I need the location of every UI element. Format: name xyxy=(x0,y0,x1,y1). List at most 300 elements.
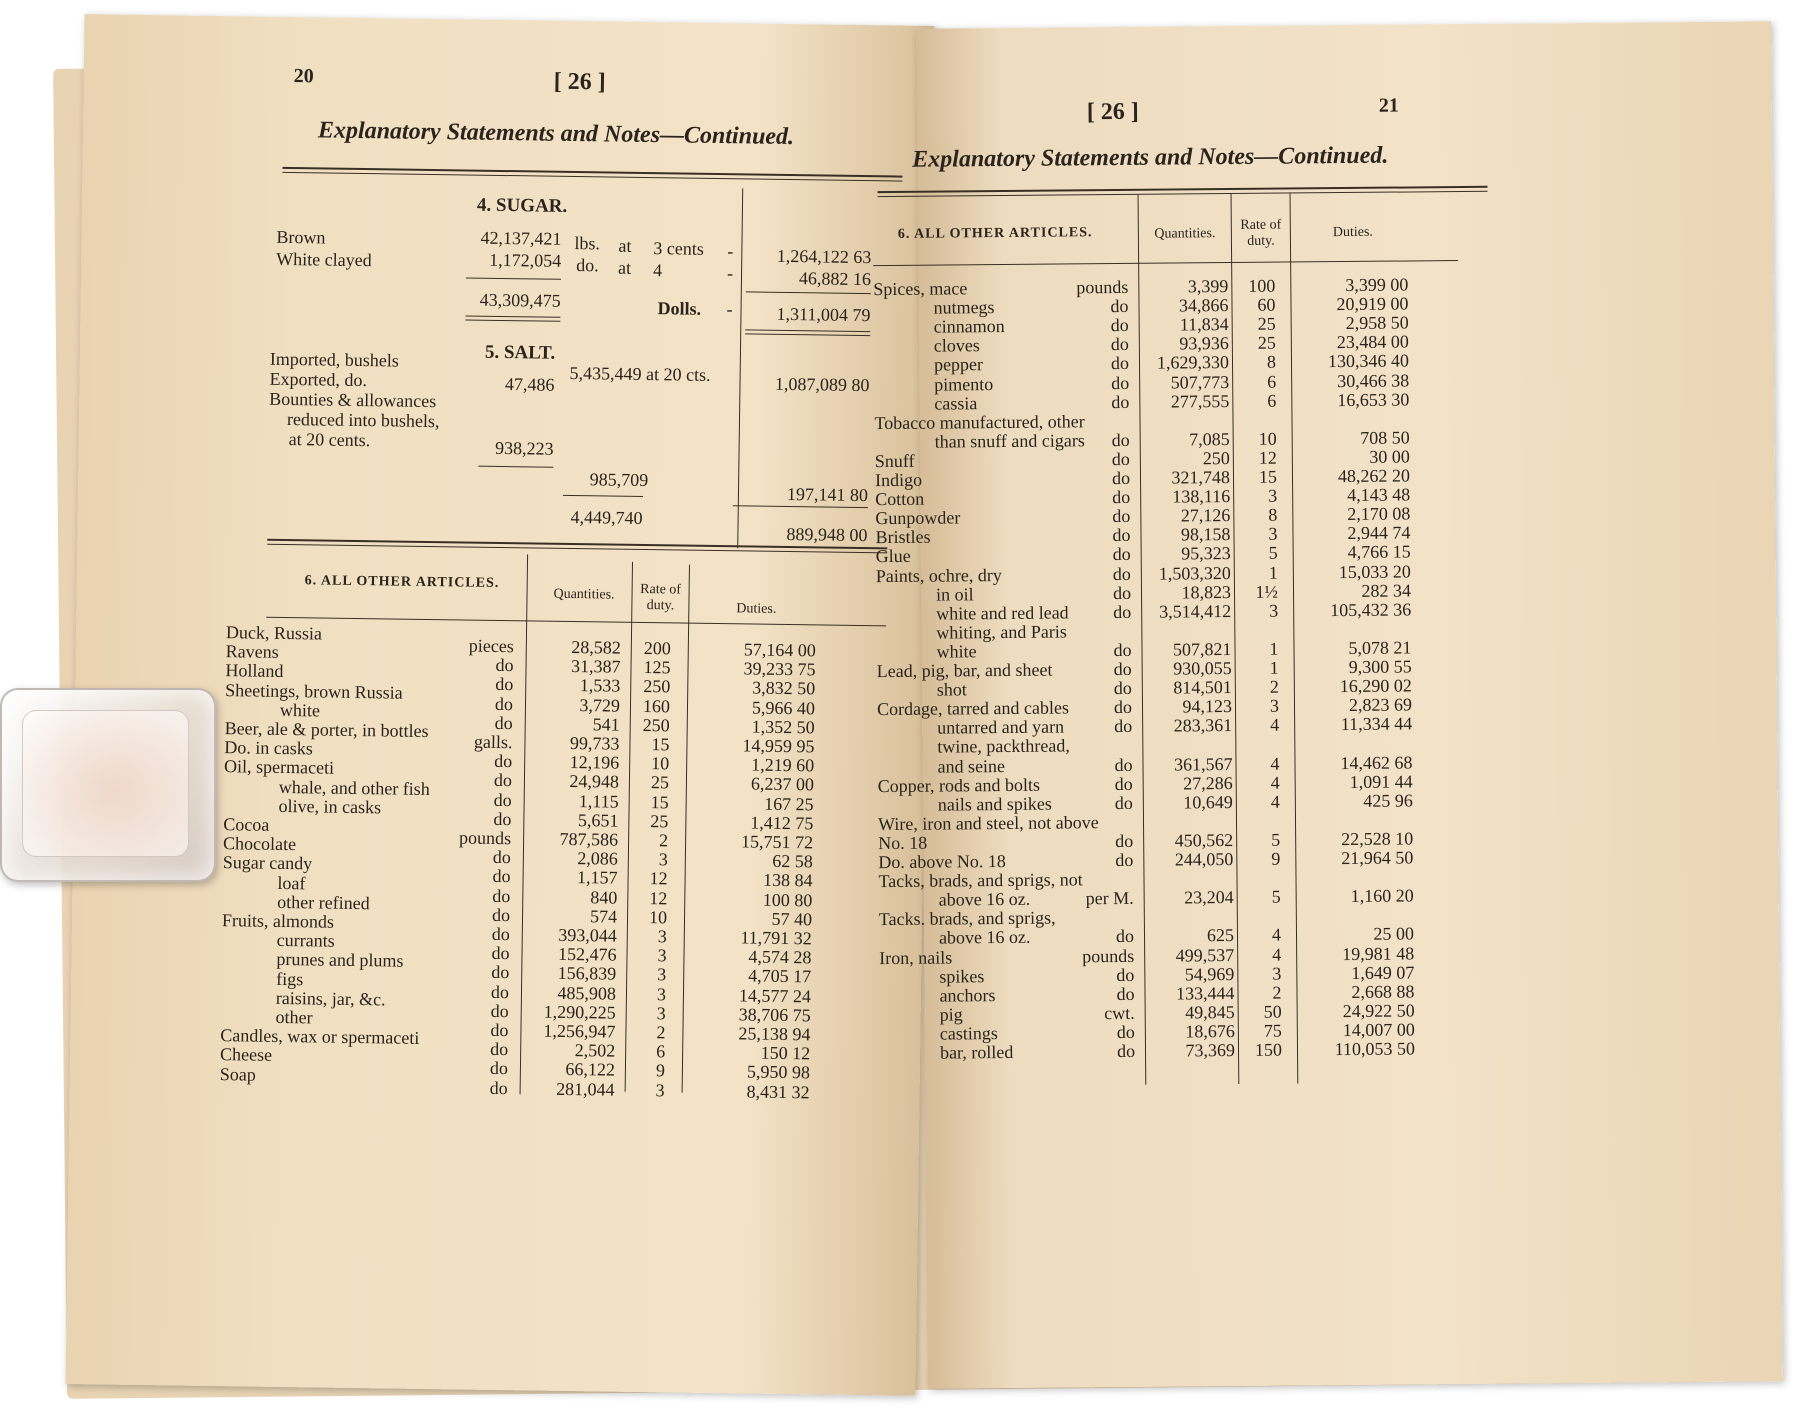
row-quantity: 574 xyxy=(589,906,618,927)
rule xyxy=(563,495,643,497)
right-page-number: 21 xyxy=(1378,94,1399,117)
rule xyxy=(746,291,871,294)
row-rate: 3 xyxy=(656,983,667,1004)
row-quantity: 54,969 xyxy=(1184,963,1235,985)
row-rate: 25 xyxy=(650,810,669,832)
row-unit: do xyxy=(1115,926,1135,947)
row-label: shot xyxy=(936,679,967,700)
row-label: Wire, iron and steel, not above xyxy=(877,811,1099,834)
sugar-heading: 4. SUGAR. xyxy=(476,194,568,217)
left-page-number: 20 xyxy=(293,65,314,88)
row-label: Ravens xyxy=(225,641,279,663)
row-rate: 2 xyxy=(656,1022,666,1043)
salt-exported-label: Exported, do. xyxy=(269,368,368,391)
row-unit: do xyxy=(1112,506,1131,527)
row-label: Chocolate xyxy=(222,833,297,855)
row-duty: 25 00 xyxy=(1373,923,1415,945)
row-quantity: 250 xyxy=(1202,447,1230,469)
row-rate: 6 xyxy=(656,1041,666,1062)
row-unit: do xyxy=(494,712,513,733)
sugar-row-duty: 1,264,122 63 xyxy=(776,245,872,268)
row-unit: do xyxy=(1110,315,1129,336)
row-label: other refined xyxy=(277,891,370,913)
row-unit: do xyxy=(493,770,513,791)
row-duty: 4,766 15 xyxy=(1347,541,1411,563)
row-label: in oil xyxy=(935,583,974,605)
row-unit: do xyxy=(491,962,510,983)
row-duty: 62 58 xyxy=(772,851,813,872)
row-duty: 4,574 28 xyxy=(748,946,812,968)
row-duty: 1,412 75 xyxy=(750,812,814,834)
row-rate: 200 xyxy=(643,638,671,659)
row-rate: 6 xyxy=(1267,390,1277,411)
row-unit: do xyxy=(1115,830,1134,851)
rule xyxy=(478,466,553,468)
sugar-total-qty: 43,309,475 xyxy=(479,289,561,311)
row-duty: 1,160 20 xyxy=(1350,885,1414,907)
row-unit: do xyxy=(1111,467,1131,489)
row-label: Sheetings, brown Russia xyxy=(225,679,403,703)
row-rate: 125 xyxy=(643,657,671,678)
row-rate: 4 xyxy=(1270,753,1280,774)
row-rate: 4 xyxy=(1272,944,1282,965)
rule xyxy=(465,315,560,317)
row-quantity: 1,629,330 xyxy=(1156,352,1230,374)
sugar-row-label: Brown xyxy=(276,226,326,248)
sugar-row-duty: 46,882 16 xyxy=(798,268,872,290)
row-label: Cotton xyxy=(875,488,925,510)
row-label: other xyxy=(275,1006,313,1028)
row-label: Candles, wax or spermaceti xyxy=(220,1025,420,1049)
row-duty: 14,577 24 xyxy=(738,984,812,1006)
row-quantity: 27,286 xyxy=(1183,772,1233,794)
col-rate-header: duty. xyxy=(1247,233,1275,249)
row-rate: 4 xyxy=(1271,924,1282,946)
row-label: above 16 oz. xyxy=(938,927,1031,948)
row-duty: 150 12 xyxy=(760,1042,811,1064)
header-rule xyxy=(873,260,1458,266)
row-label: than snuff and cigars xyxy=(934,430,1085,452)
sugar-row-at: at xyxy=(618,235,632,256)
row-duty: 5,966 40 xyxy=(751,697,816,718)
row-duty: 2,823 69 xyxy=(1348,694,1413,716)
row-duty: 708 50 xyxy=(1360,427,1410,448)
row-duty: 22,528 10 xyxy=(1341,828,1414,849)
row-unit: do xyxy=(1113,601,1132,622)
row-duty: 1,352 50 xyxy=(751,716,815,738)
row-quantity: 7,085 xyxy=(1189,428,1230,450)
row-quantity: 5,651 xyxy=(577,809,619,831)
row-unit: do xyxy=(490,981,510,1002)
row-rate: 3 xyxy=(658,849,668,870)
rule xyxy=(745,329,870,332)
row-unit: do xyxy=(1112,544,1131,565)
row-quantity: 277,555 xyxy=(1170,390,1230,412)
row-label: Spices, mace xyxy=(873,278,968,300)
row-rate: 25 xyxy=(650,772,670,793)
row-label: Beer, ale & porter, in bottles xyxy=(224,718,429,742)
row-label: Holland xyxy=(225,660,284,682)
row-quantity: 814,501 xyxy=(1173,677,1232,698)
sugar-row-dash: - xyxy=(727,241,734,262)
row-unit: do xyxy=(1114,792,1133,813)
row-rate: 3 xyxy=(655,1079,665,1100)
row-rate: 9 xyxy=(655,1060,666,1081)
row-duty: 100 80 xyxy=(762,889,813,910)
row-rate: 5 xyxy=(1268,543,1278,564)
row-label: twine, packthread, xyxy=(937,735,1070,757)
row-quantity: 1,115 xyxy=(578,790,619,812)
row-quantity: 244,050 xyxy=(1174,849,1234,870)
row-quantity: 787,586 xyxy=(559,828,619,850)
row-unit: do xyxy=(491,904,511,925)
row-quantity: 27,126 xyxy=(1180,505,1231,526)
header-rule xyxy=(266,617,886,627)
row-quantity: 361,567 xyxy=(1173,753,1233,775)
row-duty: 48,262 20 xyxy=(1337,465,1411,487)
row-label: whiting, and Paris xyxy=(936,621,1067,643)
row-rate: 6 xyxy=(1267,371,1277,392)
row-duty: 130,346 40 xyxy=(1327,350,1410,372)
row-quantity: 24,948 xyxy=(569,771,620,793)
row-quantity: 499,537 xyxy=(1175,944,1235,966)
row-quantity: 281,044 xyxy=(556,1078,615,1100)
row-unit: do xyxy=(1110,334,1129,355)
other-heading-left: 6. ALL OTHER ARTICLES. xyxy=(304,573,500,591)
row-rate: 3 xyxy=(656,1003,666,1024)
row-duty: 4,705 17 xyxy=(748,965,812,987)
row-unit: pounds xyxy=(1076,276,1129,298)
sugar-row-at: at xyxy=(617,257,632,278)
row-quantity: 507,821 xyxy=(1172,638,1232,660)
sugar-row-unit: do. xyxy=(576,255,599,276)
row-unit: do xyxy=(495,674,514,695)
salt-subtotal-qty: 985,709 xyxy=(589,469,649,491)
row-unit: do xyxy=(1116,964,1135,985)
right-page xyxy=(873,21,1783,1388)
row-unit: do xyxy=(489,1058,509,1079)
row-duty: 4,143 48 xyxy=(1347,484,1411,506)
row-quantity: 34,866 xyxy=(1178,295,1229,316)
row-rate: 10 xyxy=(1258,428,1277,449)
row-label: raisins, jar, &c. xyxy=(275,987,386,1010)
row-rate: 2 xyxy=(658,830,669,851)
row-quantity: 485,908 xyxy=(557,982,617,1004)
row-label: Cocoa xyxy=(223,814,270,835)
row-duty: 14,462 68 xyxy=(1340,751,1413,773)
col-rate-header: Rate of xyxy=(640,581,682,598)
row-rate: 12 xyxy=(1258,447,1277,468)
row-unit: do xyxy=(1116,1040,1136,1062)
row-unit: do xyxy=(491,923,510,945)
row-label: white xyxy=(279,699,321,721)
row-unit: do xyxy=(1115,849,1134,871)
row-duty: 21,964 50 xyxy=(1341,847,1414,869)
row-rate: 3 xyxy=(657,926,667,947)
row-label: Iron, nails xyxy=(879,946,953,968)
col-rate-header: duty. xyxy=(646,598,675,614)
row-quantity: 1,256,947 xyxy=(543,1020,616,1042)
row-quantity: 625 xyxy=(1206,925,1235,946)
row-label: No. 18 xyxy=(878,832,928,854)
row-rate: 12 xyxy=(649,887,668,908)
row-rate: 3 xyxy=(1272,963,1282,984)
left-page-title: Explanatory Statements and Notes—Continued. xyxy=(317,117,795,151)
row-rate: 2 xyxy=(1272,982,1282,1003)
row-unit: do xyxy=(1112,487,1131,508)
row-rate: 3 xyxy=(1269,695,1280,716)
row-rate: 15 xyxy=(650,791,669,812)
row-rate: 160 xyxy=(642,695,671,716)
row-label: Duck, Russia xyxy=(225,622,323,644)
row-label: pepper xyxy=(933,354,984,376)
row-rate: 10 xyxy=(651,753,670,774)
row-unit: per M. xyxy=(1085,888,1134,909)
row-unit: do xyxy=(493,808,512,829)
row-quantity: 11,834 xyxy=(1179,314,1229,335)
row-rate: 15 xyxy=(1258,466,1278,487)
row-duty: 138 84 xyxy=(762,870,813,891)
row-quantity: 98,158 xyxy=(1180,524,1231,545)
row-unit: do xyxy=(1110,353,1130,374)
row-label: loaf xyxy=(277,872,306,893)
row-quantity: 1,533 xyxy=(579,675,621,697)
row-quantity: 393,044 xyxy=(558,924,617,946)
row-rate: 9 xyxy=(1271,848,1281,869)
row-quantity: 138,116 xyxy=(1172,486,1231,507)
row-quantity: 283,361 xyxy=(1173,715,1233,736)
row-quantity: 1,157 xyxy=(576,867,618,889)
row-label: and seine xyxy=(937,755,1006,777)
row-rate: 4 xyxy=(1270,772,1280,793)
title-rule xyxy=(282,167,902,182)
sugar-total-label: Dolls. xyxy=(657,298,702,319)
row-duty: 57,164 00 xyxy=(743,639,816,661)
row-rate: 1½ xyxy=(1255,581,1279,602)
right-page-bracket: [ 26 ] xyxy=(1086,98,1139,126)
row-label: Gunpowder xyxy=(875,507,961,529)
row-quantity: 450,562 xyxy=(1174,829,1234,851)
row-unit: do xyxy=(1111,391,1130,412)
row-duty: 5,950 98 xyxy=(746,1061,811,1083)
sugar-row-rate: 4 xyxy=(652,260,663,281)
row-label: Oil, spermaceti xyxy=(223,756,335,779)
row-quantity: 12,196 xyxy=(569,752,620,773)
row-duty: 2,944 74 xyxy=(1347,522,1411,544)
salt-bounties-qty: 938,223 xyxy=(494,437,554,459)
row-label: castings xyxy=(939,1022,998,1044)
row-unit: do xyxy=(1111,372,1130,393)
row-label: Tacks, brads, and sprigs, not xyxy=(878,869,1083,892)
row-duty: 38,706 75 xyxy=(738,1004,811,1026)
row-rate: 1 xyxy=(1268,562,1278,583)
row-rate: 25 xyxy=(1257,332,1276,354)
row-duty: 30 00 xyxy=(1369,446,1410,467)
row-quantity: 930,055 xyxy=(1173,658,1232,679)
row-rate: 1 xyxy=(1269,657,1279,678)
row-unit: pounds xyxy=(1082,945,1135,966)
row-rate: 250 xyxy=(643,676,671,697)
sugar-row-qty: 42,137,421 xyxy=(480,227,562,249)
row-quantity: 507,773 xyxy=(1170,371,1230,393)
row-rate: 25 xyxy=(1257,313,1276,334)
row-unit: do xyxy=(494,693,514,714)
row-unit: do xyxy=(495,655,514,676)
row-duty: 57 40 xyxy=(771,908,813,930)
row-label: Fruits, almonds xyxy=(221,910,335,932)
row-unit: do xyxy=(490,1019,509,1041)
row-unit: do xyxy=(1113,677,1132,699)
row-label: above 16 oz. xyxy=(938,888,1031,910)
row-unit: do xyxy=(1111,448,1130,469)
salt-total-duty: 889,948 00 xyxy=(786,523,868,546)
row-unit: do xyxy=(490,1039,509,1060)
salt-heading: 5. SALT. xyxy=(484,341,556,364)
row-label: Cordage, tarred and cables xyxy=(876,697,1070,720)
salt-bounties-line: at 20 cents. xyxy=(288,429,371,451)
row-rate: 4 xyxy=(1270,714,1280,735)
row-duty: 3,399 00 xyxy=(1345,274,1409,296)
col-duties-header: Duties. xyxy=(736,601,777,617)
row-label: prunes and plums xyxy=(276,949,404,972)
row-label: untarred and yarn xyxy=(937,716,1065,738)
row-duty: 6,237 00 xyxy=(750,773,815,795)
row-quantity: 156,839 xyxy=(557,963,617,985)
col-duties-header: Duties. xyxy=(1332,224,1373,241)
row-duty: 23,484 00 xyxy=(1336,331,1409,353)
sugar-row-rate: 3 cents xyxy=(653,238,705,259)
row-unit: pieces xyxy=(468,635,514,657)
sugar-row-dash: - xyxy=(726,263,734,284)
row-unit: galls. xyxy=(473,731,513,753)
row-unit: do xyxy=(489,1077,508,1098)
row-label: Soap xyxy=(219,1063,256,1085)
row-quantity: 1,503,320 xyxy=(1158,562,1231,584)
row-label: Bristles xyxy=(875,526,931,548)
row-duty: 2,170 08 xyxy=(1347,503,1411,525)
row-rate: 4 xyxy=(1270,791,1280,812)
row-label: pimento xyxy=(934,373,994,395)
sugar-row-label: White clayed xyxy=(276,248,372,271)
row-unit: do xyxy=(491,943,510,964)
row-duty: 282 34 xyxy=(1361,580,1412,601)
row-label: cloves xyxy=(933,335,980,356)
row-label: Indigo xyxy=(874,469,923,491)
row-unit: do xyxy=(1113,658,1132,680)
row-quantity: 23,204 xyxy=(1184,887,1234,908)
row-duty: 3,832 50 xyxy=(752,677,816,699)
row-unit: do xyxy=(1110,296,1129,317)
row-duty: 20,919 00 xyxy=(1336,293,1409,315)
row-unit: do xyxy=(1114,754,1133,775)
row-rate: 60 xyxy=(1257,294,1276,315)
row-duty: 14,007 00 xyxy=(1342,1019,1415,1040)
rule xyxy=(466,277,561,279)
salt-total-qty: 4,449,740 xyxy=(570,506,643,528)
row-unit: do xyxy=(1116,1021,1135,1042)
row-duty: 39,233 75 xyxy=(743,658,816,680)
row-duty: 1,091 44 xyxy=(1349,771,1413,792)
row-label: whale, and other fish xyxy=(278,776,430,799)
row-duty: 19,981 48 xyxy=(1342,942,1415,964)
col-rate-header: Rate of xyxy=(1240,217,1282,233)
row-unit: cwt. xyxy=(1104,1002,1135,1023)
row-label: white and red lead xyxy=(936,602,1069,624)
row-label: currants xyxy=(276,930,335,951)
row-duty: 1,649 07 xyxy=(1351,962,1415,983)
row-quantity: 3,514,412 xyxy=(1159,600,1232,622)
row-duty: 105,432 36 xyxy=(1330,599,1412,620)
row-quantity: 3,399 xyxy=(1187,276,1229,297)
row-label: spikes xyxy=(939,965,985,987)
row-duty: 5,078 21 xyxy=(1348,637,1412,658)
other-heading-right: 6. ALL OTHER ARTICLES. xyxy=(897,225,1093,242)
row-label: cinnamon xyxy=(933,316,1005,337)
row-duty: 25,138 94 xyxy=(738,1023,811,1045)
row-quantity: 31,387 xyxy=(570,656,621,677)
row-rate: 8 xyxy=(1266,352,1277,373)
row-label: Copper, rods and bolts xyxy=(877,774,1041,796)
row-duty: 16,290 02 xyxy=(1339,675,1412,697)
row-label: white xyxy=(936,641,977,662)
row-quantity: 2,086 xyxy=(577,848,619,869)
row-quantity: 94,123 xyxy=(1182,696,1233,717)
row-quantity: 2,502 xyxy=(574,1040,616,1061)
row-unit: do xyxy=(490,1000,509,1021)
row-duty: 8,431 32 xyxy=(746,1081,810,1102)
row-unit: do xyxy=(492,847,512,868)
salt-imported-line: 5,435,449 at 20 cts. xyxy=(569,362,711,385)
row-quantity: 93,936 xyxy=(1179,333,1229,354)
row-duty: 16,653 30 xyxy=(1337,389,1410,410)
row-duty: 15,033 20 xyxy=(1338,560,1411,582)
row-quantity: 152,476 xyxy=(557,944,617,965)
row-duty: 110,053 50 xyxy=(1334,1038,1416,1060)
glass-paperweight xyxy=(0,688,216,882)
row-rate: 3 xyxy=(1268,523,1278,544)
row-label: nails and spikes xyxy=(937,793,1052,815)
row-duty: 11,334 44 xyxy=(1340,713,1413,735)
row-quantity: 28,582 xyxy=(571,636,621,658)
row-rate: 8 xyxy=(1268,504,1278,525)
row-duty: 30,466 38 xyxy=(1337,369,1410,391)
row-quantity: 541 xyxy=(592,714,620,735)
salt-imported-duty: 1,087,089 80 xyxy=(774,373,870,396)
row-label: Sugar candy xyxy=(222,852,313,874)
row-quantity: 18,823 xyxy=(1181,581,1232,603)
row-label: Tobacco manufactured, other xyxy=(874,410,1085,433)
row-label: olive, in casks xyxy=(278,795,382,818)
row-rate: 100 xyxy=(1248,275,1276,296)
row-label: Do. in casks xyxy=(224,737,314,759)
row-quantity: 49,845 xyxy=(1185,1001,1235,1023)
col-quantities-header: Quantities. xyxy=(1154,226,1216,242)
row-label: Glue xyxy=(875,546,911,567)
row-rate: 15 xyxy=(651,734,670,755)
title-rule xyxy=(877,186,1487,197)
row-unit: do xyxy=(1111,429,1130,450)
row-quantity: 18,676 xyxy=(1185,1020,1235,1042)
row-rate: 2 xyxy=(1269,676,1279,697)
row-label: Lead, pig, bar, and sheet xyxy=(876,659,1053,682)
row-unit: do xyxy=(1113,639,1132,660)
row-rate: 3 xyxy=(657,945,667,966)
row-label: Snuff xyxy=(874,450,915,472)
row-label: anchors xyxy=(939,984,996,1006)
row-duty: 9,300 55 xyxy=(1348,656,1412,678)
rule xyxy=(465,319,560,321)
salt-bounties-line: Bounties & allowances xyxy=(269,388,437,412)
